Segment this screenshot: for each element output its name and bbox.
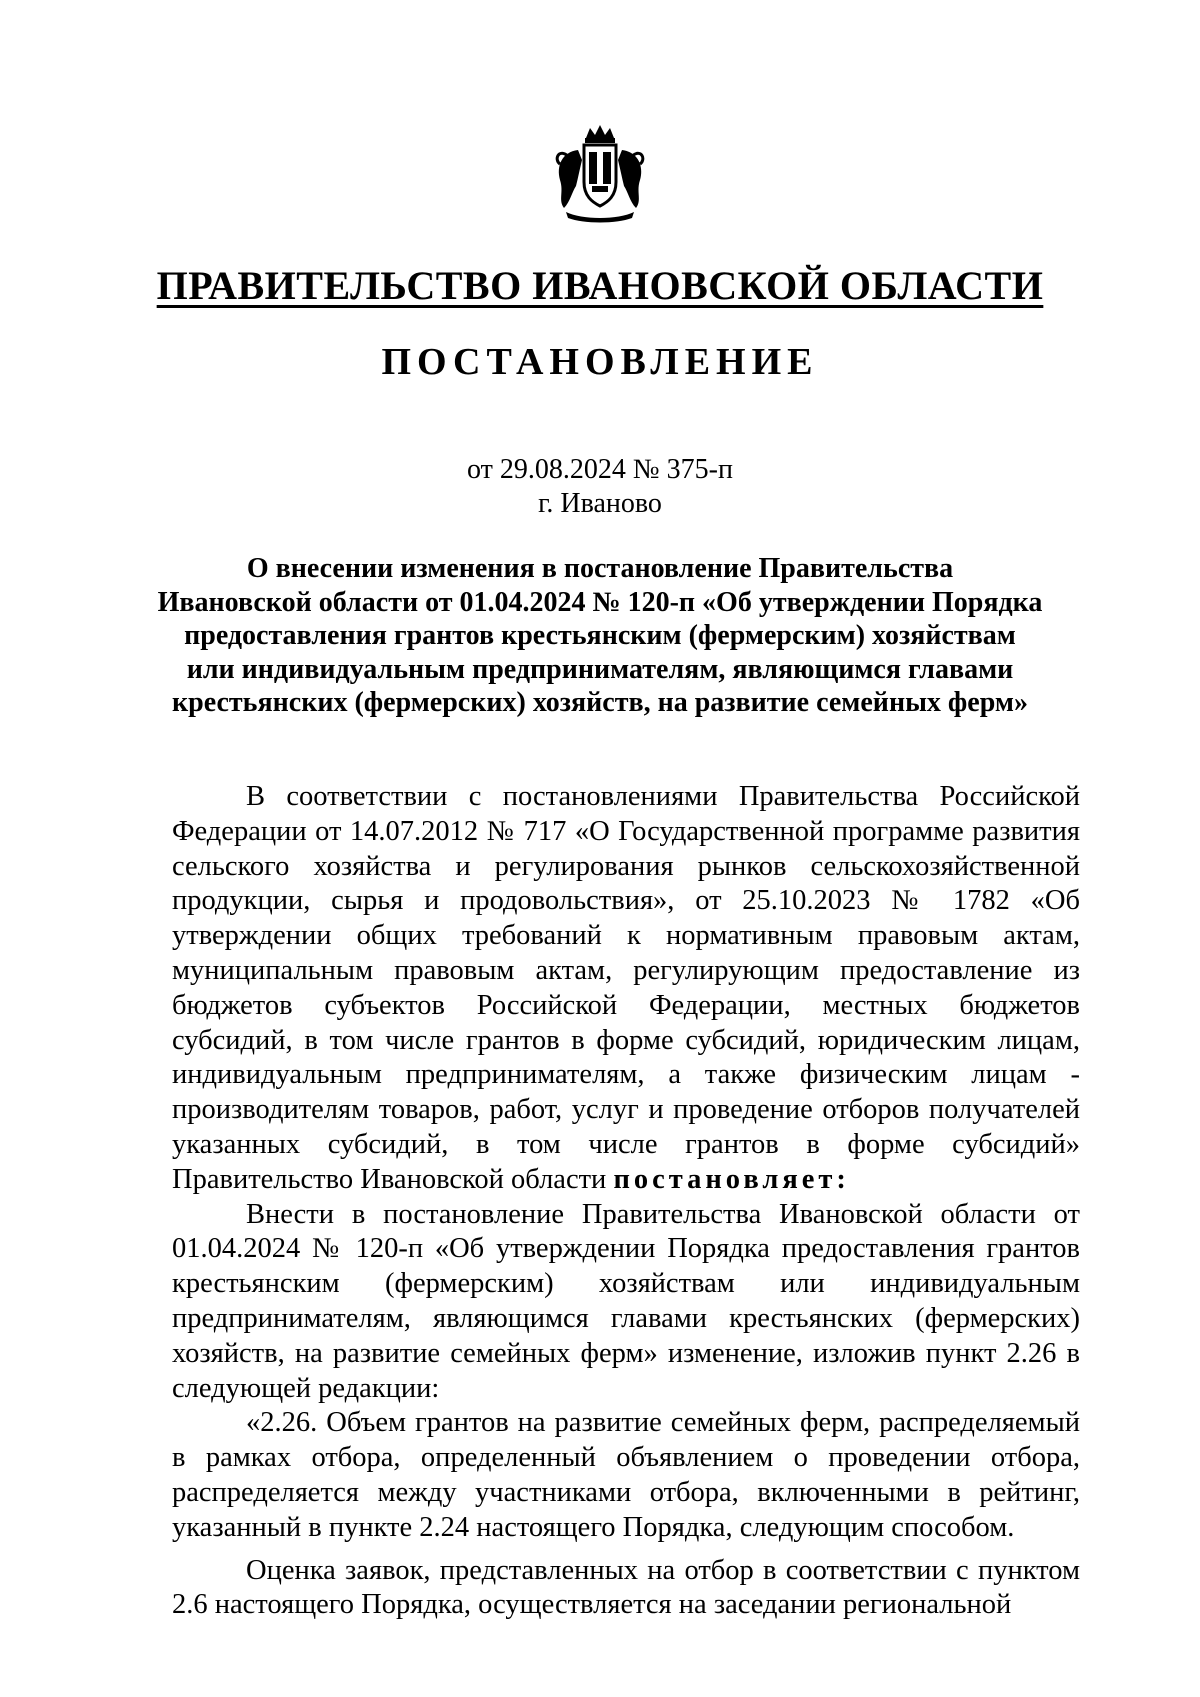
document-body <box>172 780 1080 1623</box>
document-date-number: от 29.08.2024 № 375-п <box>467 454 733 485</box>
preamble-text: В соответствии с постановлениями Правительства Российской Федерации от 14.07.2012 № 717 «О Государственной программе развития сельского хозяйства и регулирования рынков сельскохозяйственной продукции, сырья и продовольствия», от 25.10.2023 № 1782 «Об утверждении общих требований к нормативным правовым актам, муниципальным правовым актам, регулирующим предоставление из бюджетов субъектов Российской Федерации, местных бюджетов субсидий, в том числе грантов в форме субсидий, юридическим лицам, индивидуальным предпринимателям, а также физическим лицам - производителям товаров, работ, услуг и проведение отборов получателей указанных субсидий, в том числе грантов в форме субсидий» Правительство Ивановской области <box>172 781 1080 1195</box>
paragraph-preamble <box>172 780 1080 1198</box>
title-line: Ивановской области от 01.04.2024 № 120-п «Об утверждении Порядка <box>157 586 1043 618</box>
title-line: О внесении изменения в постановление Правительства <box>246 553 954 584</box>
paragraph-evaluation: Оценка заявок, представленных на отбор в соответствии с пунктом 2.6 настоящего Порядка, осуществляется на заседании региональной <box>172 1554 1080 1621</box>
document-city: г. Иваново <box>538 488 662 519</box>
title-line: или индивидуальным предпринимателям, являющимся главами <box>186 653 1014 685</box>
document-type: ПОСТАНОВЛЕНИЕ <box>381 341 819 383</box>
document-title <box>150 552 1050 720</box>
issuing-authority <box>0 262 1200 309</box>
ivanovo-coat-of-arms-icon <box>548 120 652 226</box>
paragraph-amendment: Внести в постановление Правительства Ивановской области от 01.04.2024 № 120-п «Об утверждении Порядка предоставления грантов крестьянским (фермерским) хозяйствам или индивидуальным предпринимателям, являющимся главами крестьянских (фермерских) хозяйств, на развитие семейных ферм» изменение, изложив пункт 2.26 в следующей редакции: <box>172 1198 1080 1404</box>
resolves-keyword: постановляет: <box>613 1163 850 1195</box>
authority-name: ПРАВИТЕЛЬСТВО ИВАНОВСКОЙ ОБЛАСТИ <box>156 263 1044 308</box>
title-line: предоставления грантов крестьянским (фермерским) хозяйствам <box>184 620 1016 651</box>
title-line: крестьянских (фермерских) хозяйств, на развитие семейных ферм» <box>172 687 1028 718</box>
paragraph-clause-2-26: «2.26. Объем грантов на развитие семейных ферм, распределяемый в рамках отбора, определенный объявлением о проведении отбора, распределяется между участниками отбора, включенными в рейтинг, указанный в пункте 2.24 настоящего Порядка, следующим способом. <box>172 1407 1080 1543</box>
